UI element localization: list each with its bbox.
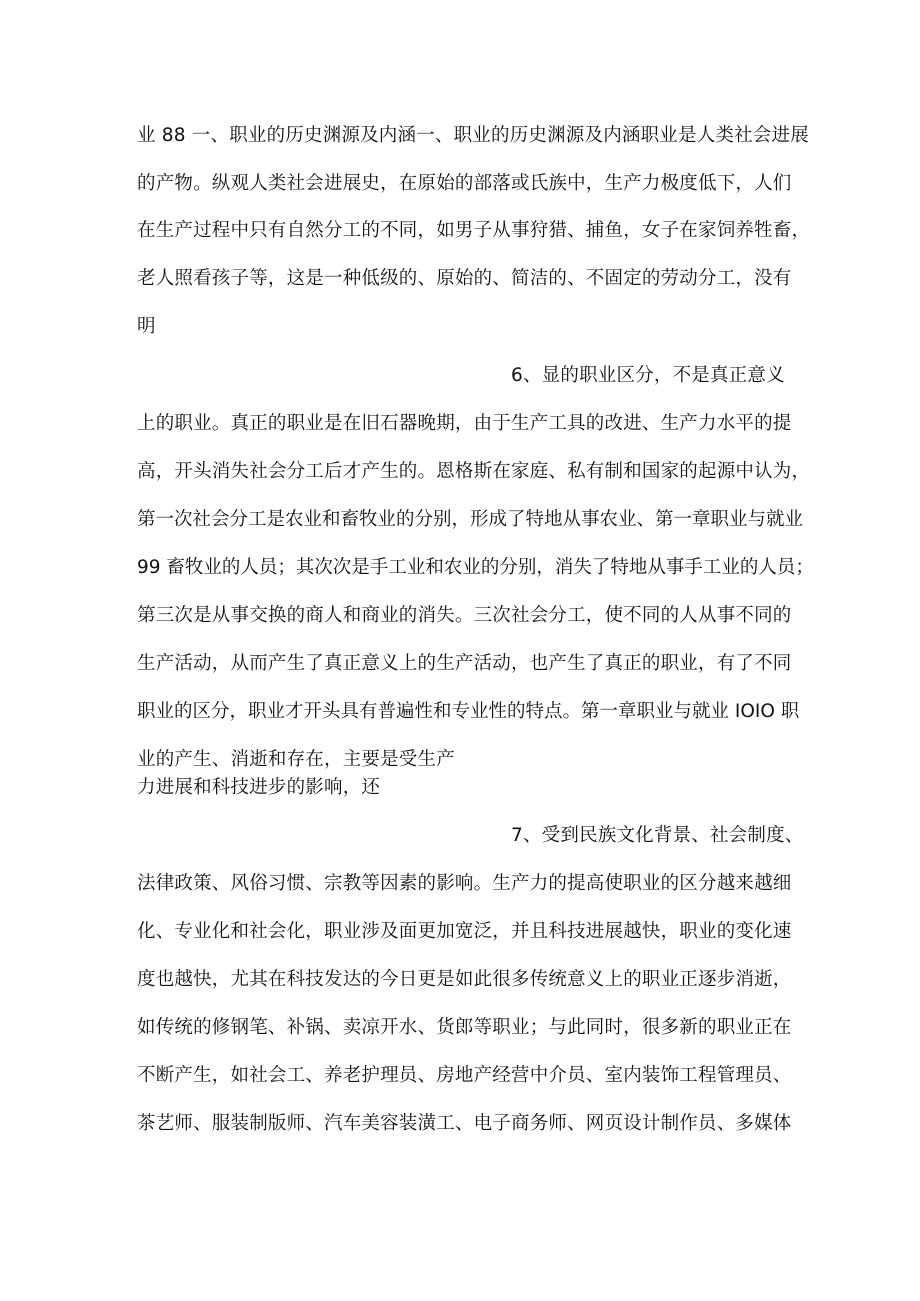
text-line: 7、受到民族文化背景、社会制度、 (511, 825, 804, 846)
text-line: 第一次社会分工是农业和畜牧业的分别，形成了特地从事农业、第一章职业与就业 (137, 509, 804, 530)
text-line: 高，开头消失社会分工后才产生的。恩格斯在家庭、私有制和国家的起源中认为， (137, 461, 811, 482)
text-line: 在生产过程中只有自然分工的不同，如男子从事狩猎、捕鱼，女子在家饲养牲畜， (137, 220, 811, 241)
text-line: 化、专业化和社会化，职业涉及面更加宽泛，并且科技进展越快，职业的变化速 (137, 921, 792, 942)
text-line: 不断产生，如社会工、养老护理员、房地产经营中介员、室内装饰工程管理员、 (137, 1065, 792, 1086)
text-line: 第三次是从事交换的商人和商业的消失。三次社会分工，使不同的人从事不同的 (137, 605, 792, 626)
text-line: 6、显的职业区分，不是真正意义 (511, 365, 785, 386)
text-line: 99 畜牧业的人员；其次次是手工业和农业的分别，消失了特地从事手工业的人员； (137, 557, 814, 578)
text-line: 度也越快，尤其在科技发达的今日更是如此很多传统意义上的职业正逐步消逝， (137, 969, 792, 990)
text-line: 的产物。纵观人类社会进展史，在原始的部落或氏族中，生产力极度低下，人们 (137, 173, 792, 194)
text-line: 老人照看孩子等，这是一种低级的、原始的、简洁的、不固定的劳动分工，没有 (137, 268, 792, 289)
text-line: 上的职业。真正的职业是在旧石器晚期，由于生产工具的改进、生产力水平的提 (137, 413, 792, 434)
text-line: 生产活动，从而产生了真正意义上的生产活动，也产生了真正的职业，有了不同 (137, 653, 792, 674)
text-line: 职业的区分，职业才开头具有普遍性和专业性的特点。第一章职业与就业 IOIO 职 (137, 701, 800, 722)
text-line: 业的产生、消逝和存在，主要是受生产 (137, 749, 455, 770)
text-line: 如传统的修钢笔、补锅、卖凉开水、货郎等职业；与此同时，很多新的职业正在 (137, 1017, 792, 1038)
text-line: 明 (137, 316, 156, 337)
text-line: 业 88 一、职业的历史渊源及内涵一、职业的历史渊源及内涵职业是人类社会进展 (137, 125, 809, 146)
text-line: 法律政策、风俗习惯、宗教等因素的影响。生产力的提高使职业的区分越来越细 (137, 873, 792, 894)
text-line: 茶艺师、服装制版师、汽车美容装潢工、电子商务师、网页设计制作员、多媒体 (137, 1113, 792, 1134)
text-line: 力进展和科技进步的影响，还 (137, 777, 381, 798)
